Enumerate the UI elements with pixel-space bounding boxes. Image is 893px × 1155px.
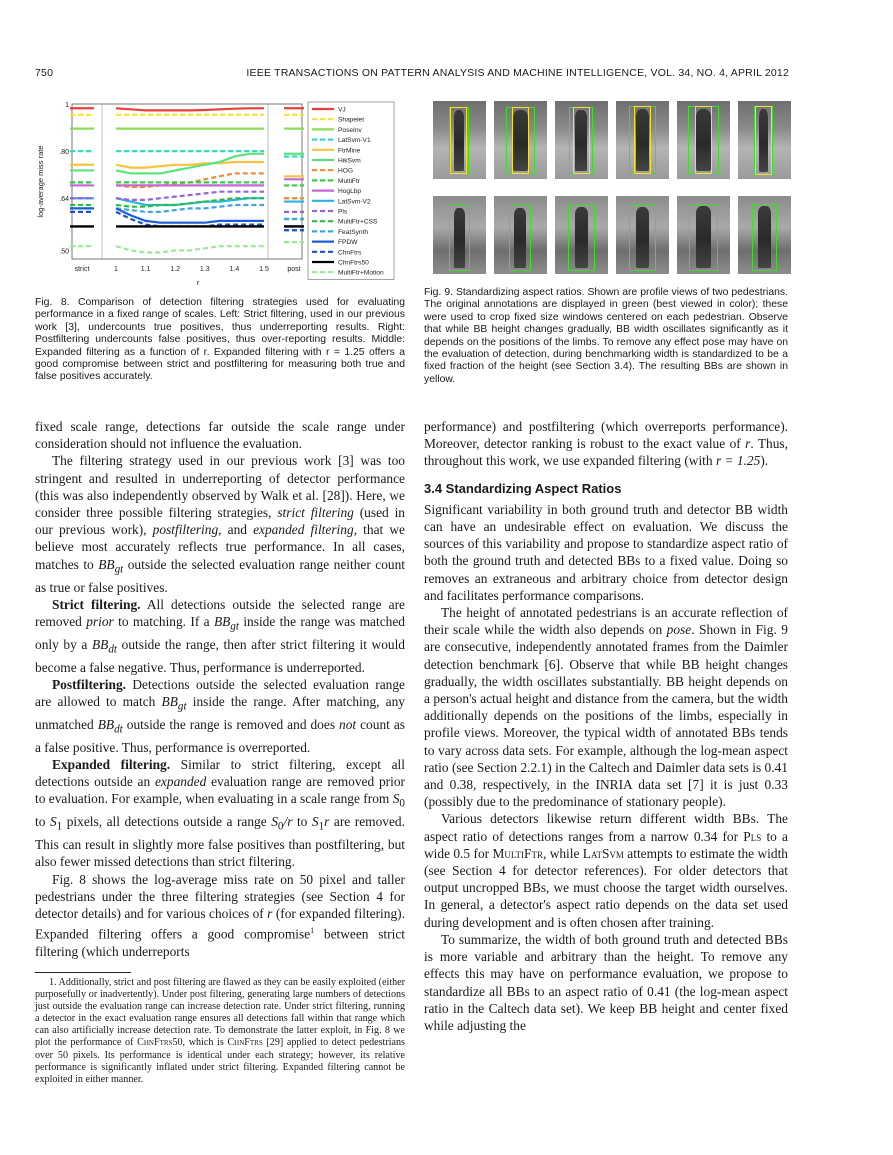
plot-frame bbox=[72, 104, 302, 259]
legend-label: ChnFtrs bbox=[338, 249, 362, 257]
x-tick-label: 1 bbox=[114, 266, 118, 273]
y-tick-label: 1 bbox=[65, 102, 69, 109]
footnote-rule bbox=[35, 972, 131, 973]
x-tick-label: 1.2 bbox=[170, 266, 181, 273]
original-annotation-box bbox=[449, 205, 470, 271]
paragraph: Fig. 8 shows the log-average miss rate on 50 pixel and taller pedestrians under the three filtering strategies (see Section 4 for detector details) and for various choices of r (for expanded filtering). Expanded filtering offers a good compromise$^1$ between strict filtering (which underreports bbox=[35, 871, 405, 959]
figure-9-image-grid bbox=[433, 101, 792, 275]
original-annotation-box bbox=[568, 205, 595, 271]
standardized-box bbox=[450, 107, 467, 173]
y-axis-label: log-average miss rate bbox=[36, 145, 45, 218]
right-column-text bbox=[424, 418, 788, 1034]
standardized-box bbox=[695, 106, 712, 174]
standardized-box bbox=[573, 107, 590, 174]
pedestrian-frame bbox=[433, 101, 486, 179]
series-line bbox=[116, 205, 264, 212]
original-annotation-box bbox=[752, 204, 777, 271]
legend-label: MultiFtr+Motion bbox=[338, 269, 384, 277]
pedestrian-frame bbox=[433, 196, 486, 274]
series-line bbox=[116, 154, 264, 174]
paragraph: To summarize, the width of both ground truth and detected BBs is more variable and arbitrary than the height. To remove any effects this may have on performance evaluation, we propose to standardize all BBs to an aspect ratio of 0.41 (the log-mean aspect ratio in the Caltech data set). We keep BB height and center fixed while adjusting the bbox=[424, 931, 788, 1033]
paragraph: The height of annotated pedestrians is an accurate reflection of their scale while the width also depends on pose. Shown in Fig. 9 are consecutive, independently annotated frames from the Daimler detection benchmark [6]. Observe that while BB height changes gradually, the width oscillates substantially. BB height depends on a person's actual height and distance from the camera, but the width additionally depends on the positions of the limbs, especially in profile views. Moreover, the typical width of annotated BBs tends to vary across data sets. For example, although the log-mean aspect ratio (see Section 2.2.1) in the Caltech and Daimler data sets is 0.41 and 0.38, respectively, in the INRIA data set [7] it is just 0.33 (possibly due to the predominance of stationary people). bbox=[424, 605, 788, 810]
y-tick-label: .64 bbox=[59, 196, 69, 204]
series-line bbox=[116, 208, 264, 222]
legend-label: MultiFtr bbox=[338, 177, 360, 185]
legend-label: PoseInv bbox=[338, 126, 362, 134]
legend-label: MultiFtr+CSS bbox=[338, 218, 378, 226]
original-annotation-box bbox=[629, 205, 657, 271]
pedestrian-frame bbox=[677, 101, 730, 179]
x-tick-label: strict bbox=[74, 266, 90, 273]
legend-label: Shapelet bbox=[338, 116, 365, 124]
legend-label: FtrMine bbox=[338, 147, 361, 155]
standardized-box bbox=[755, 106, 772, 175]
left-column-text bbox=[35, 418, 405, 960]
paragraph: Various detectors likewise return different width BBs. The aspect ratio of detections ranges from a narrow 0.34 for Pls to a wide 0.5 for MultiFtr, while LatSvm attempts to estimate the width (see Section 4 for detector references). For older detectors that output uncropped BBs, we must choose the target width ourselves. In general, a detector's aspect ratio depends on the data set used during development and is often chosen after training. bbox=[424, 811, 788, 930]
x-tick-label: 1.5 bbox=[259, 266, 269, 273]
paragraph: fixed scale range, detections far outside the scale range under consideration should not influence the evaluation. bbox=[35, 419, 405, 452]
legend-label: FPDW bbox=[338, 239, 358, 247]
page-number: 750 bbox=[35, 67, 54, 79]
x-tick-label: 1.3 bbox=[199, 266, 210, 273]
pedestrian-frame bbox=[494, 196, 547, 274]
running-header: IEEE TRANSACTIONS ON PATTERN ANALYSIS AND MACHINE INTELLIGENCE, VOL. 34, NO. 4, APRIL 2012 bbox=[246, 67, 789, 79]
paragraph: The filtering strategy used in our previous work [3] was too stringent and resulted in underreporting of detector performance (this was also independently observed by Walk et al. [28]). Here, we consider three possible filtering strategies, strict filtering (used in our previous work), postfiltering, and expanded filtering, that we believe most accurately reflects true performance. In all cases, matches to $BB_{gt}$ outside the selected evaluation range neither count as true or false positives. bbox=[35, 453, 406, 595]
x-axis-label: r bbox=[196, 278, 200, 287]
pedestrian-frame bbox=[738, 101, 791, 179]
legend-label: HogLbp bbox=[338, 188, 362, 196]
pedestrian-frame bbox=[494, 101, 547, 179]
legend-label: LatSvm-V1 bbox=[338, 137, 371, 145]
paragraph: Significant variability in both ground truth and detector BB width can have an undesirable effect on evaluation. We discuss the sources of this variability and propose to standardize aspect ratio of both the ground truth and detected BBs to a fixed value. Doing so removes an extraneous and arbitrary choice from detector design and facilitates performance comparisons. bbox=[424, 501, 788, 603]
legend-label: ChnFtrs50 bbox=[338, 259, 369, 267]
standardized-box bbox=[634, 106, 651, 174]
pedestrian-frame bbox=[555, 196, 608, 274]
standardized-box bbox=[512, 107, 529, 174]
pedestrian-frame bbox=[738, 196, 791, 274]
figure-9-caption: Fig. 9. Standardizing aspect ratios. Shown are profile views of two pedestrians. The original annotations are displayed in green (best viewed in color); these were used to crop fixed size windows centered on each pedestrian. Observe that while BB height changes gradually, BB width oscillates significantly as it depends on the positions of the limbs. To remove any effect pose may have on the evaluation of detection, during benchmarking width is standardized to be a fixed fraction of the height (see Section 3.4). The resulting BBs are shown in yellow. bbox=[424, 287, 788, 385]
original-annotation-box bbox=[689, 204, 718, 271]
paragraph-strict-filtering: Strict filtering. All detections outside the selected range are removed prior to matching. If a $BB_{gt}$ inside the range was matched only by a $BB_{dt}$ outside the range, then after strict filtering it would become a false negative. Thus, performance is underreported. bbox=[35, 596, 405, 675]
legend-label: HOG bbox=[338, 167, 354, 175]
figure-8-chart bbox=[30, 96, 402, 291]
original-annotation-box bbox=[509, 205, 531, 271]
paragraph-expanded-filtering: Expanded filtering. Similar to strict filtering, except all detections outside an expanded evaluation range are removed prior to evaluation. For example, when evaluating in a scale range from $S_0$ to $S_1$ pixels, all detections outside a range $S_0/r$ to $S_1r$ are removed. This can result in slightly more false positives than postfiltering, but also fewer missed detections than strict filtering. bbox=[35, 757, 405, 870]
pedestrian-frame bbox=[616, 196, 669, 274]
legend-label: HikSvm bbox=[338, 157, 361, 165]
x-tick-label: 1.1 bbox=[140, 266, 151, 273]
legend-label: LatSvm-V2 bbox=[338, 198, 371, 206]
section-heading: 3.4 Standardizing Aspect Ratios bbox=[424, 480, 622, 496]
footnote: 1. Additionally, strict and post filtering are flawed as they can be easily exploited (either purposefully or inadvertently). Under post filtering, generating large numbers of detections just outside the evaluation range can increase detection rate. Under strict filtering, running a detector in the exact evaluation range ensures all detections fall within that range which can also artificially increase detection rate. To demonstrate the latter exploit, in Fig. 8 we plot the performance of ChnFtrs50, which is ChnFtrs [29] applied to detect pedestrians over 50 pixels. Its performance is identical under each strategy; however, its relative performance is significantly inflated under strict filtering. Expanded filtering cannot be exploited in either manner. bbox=[35, 977, 405, 1085]
y-tick-label: .80 bbox=[59, 149, 69, 157]
pedestrian-frame bbox=[616, 101, 669, 179]
figure-8-caption: Fig. 8. Comparison of detection filtering strategies used for evaluating performance in a fixed range of scales. Left: Strict filtering, used in our previous work [3], undercounts true positives, thus underreporting results. Right: Postfiltering undercounts false positives, thus over-reporting results. Middle: Expanded filtering as a function of r. Expanded filtering with r = 1.25 offers a good compromise between strict and postfiltering for measuring both true and false positives accurately. bbox=[35, 297, 405, 383]
pedestrian-frame bbox=[555, 101, 608, 179]
series-line bbox=[116, 108, 264, 110]
legend-label: VJ bbox=[338, 106, 346, 114]
legend-label: Pls bbox=[338, 208, 348, 216]
legend-label: FeatSynth bbox=[338, 228, 369, 236]
x-tick-label: 1.4 bbox=[229, 266, 240, 273]
x-tick-label: post bbox=[287, 266, 301, 273]
series-line bbox=[116, 246, 264, 252]
y-tick-label: .50 bbox=[59, 248, 69, 256]
paragraph: performance) and postfiltering (which overreports performance). Moreover, detector ranking is robust to the exact value of r. Thus, throughout this work, we use expanded filtering (with r = 1.25). bbox=[424, 419, 788, 469]
pedestrian-frame bbox=[677, 196, 730, 274]
paragraph-postfiltering: Postfiltering. Detections outside the selected evaluation range are allowed to match $BB_{gt}$ inside the range. After matching, any unmatched $BB_{dt}$ outside the range is removed and does not count as a false positive. Thus, performance is overreported. bbox=[35, 676, 405, 755]
